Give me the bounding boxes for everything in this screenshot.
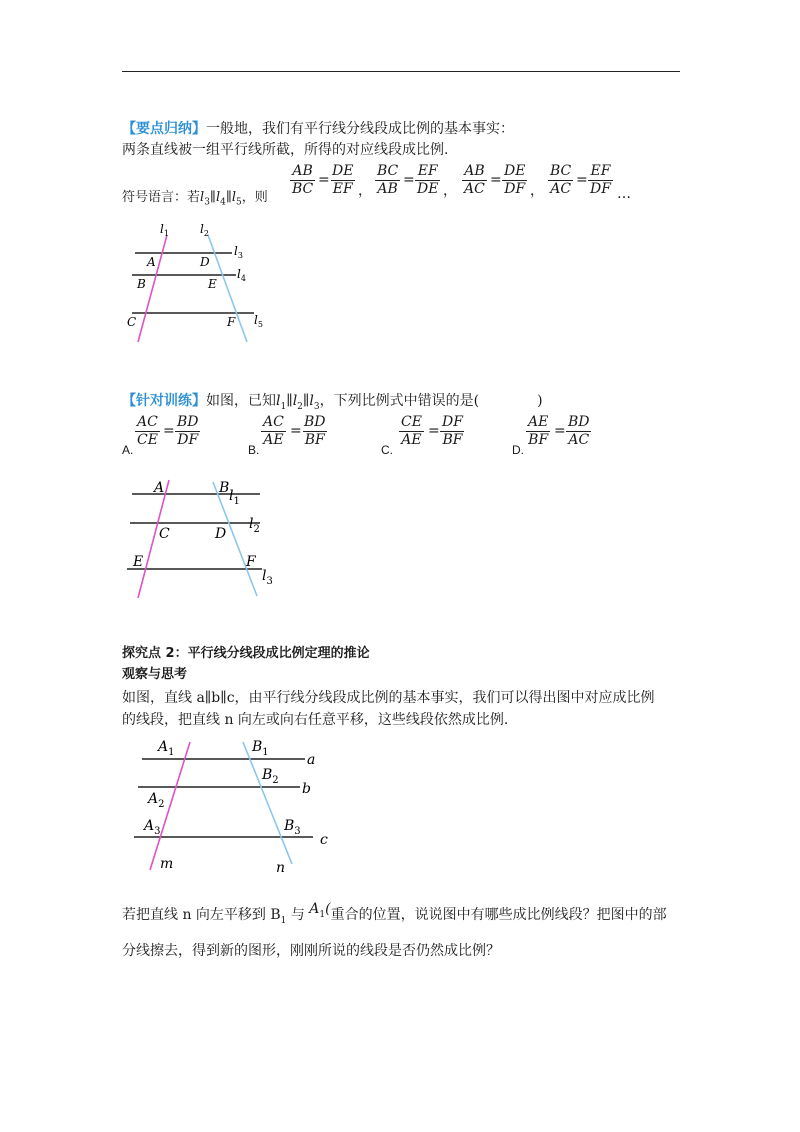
option-c-label[interactable]: C.	[381, 443, 393, 457]
question-line1: 若把直线 n 向左平移到 $B_1$ 与 $A_1$(重合的位置，说说图中有哪些成比例线段？把图中的部	[122, 901, 667, 926]
fraction-de-df: $\frac{DE}{DF}$	[504, 163, 526, 197]
label-point-a: A	[154, 480, 165, 496]
label-point-e: E	[133, 554, 144, 570]
symbol-language: 符号语言：若$l_3\parallel l_4\parallel l_5$，则	[122, 190, 268, 208]
option-a-frac1: $\frac{AC}{CE}$	[137, 414, 158, 448]
fraction-bc-ac: $\frac{BC}{AC}$	[550, 163, 572, 197]
option-d-frac1: $\frac{AE}{BF}$	[528, 414, 549, 448]
line-n	[243, 742, 292, 864]
label-a: a	[307, 752, 316, 768]
label-point-c: C	[127, 315, 137, 329]
observation-subheading: 观察与思考	[122, 667, 188, 682]
option-c-frac1: $\frac{CE}{AE}$	[401, 414, 422, 448]
label-l4: $l_4$	[237, 267, 246, 283]
ellipsis: …	[617, 186, 631, 202]
key-points-tag: 【要点归纳】	[122, 121, 206, 137]
key-points-line1	[122, 119, 514, 139]
fraction-de-ef: $\frac{DE}{EF}$	[332, 163, 354, 197]
figure-2	[125, 476, 285, 600]
equals-sign: =	[163, 423, 175, 439]
equals-sign: =	[318, 172, 330, 188]
comma: ，	[530, 183, 544, 199]
practice-question: 【针对训练】如图，已知$l_1\parallel l_2\parallel l_3$，下列比例式中错误的是( )	[122, 393, 543, 412]
key-points-text2: 两条直线被一组平行线所截，所得的对应线段成比例.	[122, 142, 449, 158]
equals-sign: =	[554, 423, 566, 439]
fraction-bc-ab: $\frac{BC}{AB}$	[377, 163, 399, 197]
label-a2: $A_2$	[148, 791, 165, 810]
label-c: c	[320, 832, 328, 848]
label-point-f: F	[227, 315, 236, 329]
option-b-label[interactable]: B.	[248, 443, 260, 457]
label-b3: $B_3$	[284, 818, 301, 837]
option-c-frac2: $\frac{DF}{BF}$	[442, 414, 463, 448]
label-b2: $B_2$	[262, 767, 279, 786]
practice-tag: 【针对训练】	[122, 393, 206, 409]
comma: ，	[443, 183, 457, 199]
label-a1: $A_1$	[158, 739, 175, 758]
figure-1	[120, 222, 270, 344]
comma: ，	[358, 183, 372, 199]
label-l3: $l_3$	[262, 568, 273, 587]
label-l5: $l_5$	[254, 313, 263, 329]
label-point-a: A	[147, 255, 156, 269]
equals-sign: =	[403, 172, 415, 188]
label-point-d: D	[200, 255, 210, 269]
question-line2: 分线擦去，得到新的图形，刚刚所说的线段是否仍然成比例？	[122, 943, 500, 959]
paragraph-line2: 的线段，把直线 n 向左或向右任意平移，这些线段依然成比例.	[122, 712, 509, 728]
equals-sign: =	[428, 423, 440, 439]
label-point-d: D	[215, 526, 227, 542]
figure-3	[130, 734, 340, 874]
label-b1: $B_1$	[252, 739, 269, 758]
label-l1: $l_1$	[229, 488, 240, 507]
equals-sign: =	[576, 172, 588, 188]
option-b-frac1: $\frac{AC}{AE}$	[263, 414, 284, 448]
option-a-frac2: $\frac{BD}{DF}$	[177, 414, 199, 448]
label-point-c: C	[159, 526, 170, 542]
label-m: m	[160, 856, 174, 872]
paragraph-line1: 如图，直线 a∥b∥c，由平行线分线段成比例的基本事实，我们可以得出图中对应成比例	[122, 690, 655, 706]
fraction-ab-ac: $\frac{AB}{AC}$	[464, 163, 485, 197]
option-a-label[interactable]: A.	[122, 443, 134, 457]
key-points-text1: 一般地，我们有平行线分线段成比例的基本事实：	[206, 121, 514, 137]
label-point-f: F	[246, 554, 256, 570]
label-n: n	[276, 860, 286, 874]
fraction-ab-bc: $\frac{AB}{BC}$	[292, 163, 314, 197]
option-d-label[interactable]: D.	[512, 443, 524, 457]
label-l2: $l_2$	[249, 516, 260, 535]
header-rule	[122, 71, 680, 72]
label-l3: $l_3$	[234, 244, 243, 260]
equals-sign: =	[490, 172, 502, 188]
label-l1: $l_1$	[160, 222, 169, 238]
label-l2: $l_2$	[200, 222, 209, 238]
label-b: b	[302, 781, 311, 797]
fraction-ef-de: $\frac{EF}{DE}$	[417, 163, 439, 197]
equals-sign: =	[290, 423, 302, 439]
fraction-ef-df: $\frac{EF}{DF}$	[590, 163, 611, 197]
option-b-frac2: $\frac{BD}{BF}$	[304, 414, 326, 448]
exploration-heading: 探究点 2：平行线分线段成比例定理的推论	[122, 646, 370, 661]
label-point-e: E	[208, 277, 217, 291]
option-d-frac2: $\frac{BD}{AC}$	[568, 414, 590, 448]
label-point-b: B	[137, 277, 146, 291]
label-a3: $A_3$	[144, 818, 161, 837]
label-point-b: B	[219, 480, 230, 496]
